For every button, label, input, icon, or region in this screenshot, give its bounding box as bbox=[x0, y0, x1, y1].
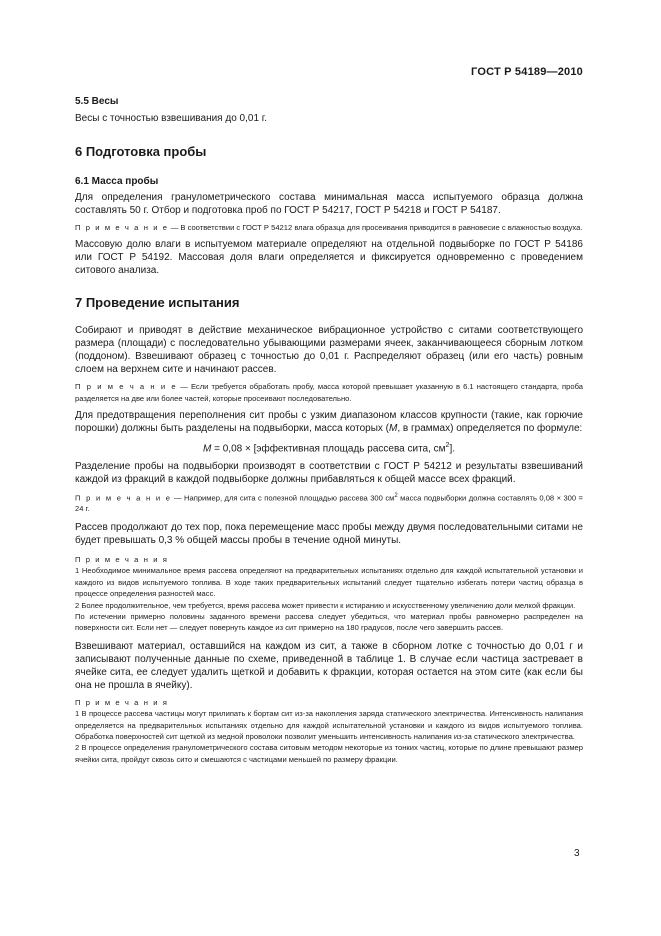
note-text: — Если требуется обработать пробу, масса которой превышает указанную в 6.1 настоящего стандарта, проба разделяется на две или более частей, которые просеивают последовательно. bbox=[75, 382, 583, 403]
section-7-notes-1-label: П р и м е ч а н и я bbox=[75, 554, 169, 564]
section-7-paragraph-5: Взвешивают материал, оставшийся на каждом из сит, а также в сборном лотке с точностью до 0,01 г и записывают полученные данные по схеме, приведенной в таблице 1. В случае если частица застревает в ячейке сита, ее следует удалить щеткой и добавить к фракции, которая остается на этом сите (как если бы она не прошла в ячейку). bbox=[75, 640, 583, 691]
page-number: 3 bbox=[574, 848, 580, 859]
page-content bbox=[75, 95, 583, 765]
note-label: П р и м е ч а н и е bbox=[75, 223, 169, 232]
section-7-notes-2-label: П р и м е ч а н и я bbox=[75, 697, 169, 707]
section-7-heading: 7 Проведение испытания bbox=[75, 295, 240, 311]
section-7-paragraph-3: Разделение пробы на подвыборки производят в соответствии с ГОСТ Р 54212 и результаты взвешиваний каждой из фракций в каждой подвыборке должны прибавляться к общей массе всех фракций. bbox=[75, 460, 583, 485]
section-7-paragraph-1: Собирают и приводят в действие механическое вибрационное устройство с ситами соответствующего размера (площади) с последовательно убывающими размерами ячеек, заканчивающееся сборным лотком (поддоном). Взвешивают образец с точностью до 0,01 г. Распределяют образец (или его часть) ровным слоем на верхнем сите и начинают рассев. bbox=[75, 325, 583, 376]
note-text: — В соответствии с ГОСТ Р 54212 влага образца для просеивания приводится в равновесие с влажностью воздуха. bbox=[168, 223, 583, 232]
document-code-header: ГОСТ Р 54189—2010 bbox=[471, 66, 583, 78]
section-6-1-paragraph-2: Массовую долю влаги в испытуемом материале определяют на отдельной подвыборке по ГОСТ Р 54186 или ГОСТ Р 54192. Массовая доля влаги определяется и фиксируется одновременно с проведением ситового анализа. bbox=[75, 239, 583, 277]
section-7-notes-1-item-3: По истечении примерно половины заданного времени рассева следует убедиться, что материал пробы равномерно распределен на поверхности сит. Если нет — следует повернуть каждое из сит примерно на 180 градусов, после чего завершить рассев. bbox=[75, 611, 583, 633]
section-7-note-2: П р и м е ч а н и е — Например, для сита с полезной площадью рассева 300 $см^2$ масса подвыборки должна составлять 0,08 × 300 = 24 г. bbox=[75, 492, 583, 514]
note-label: П р и м е ч а н и е bbox=[75, 493, 172, 503]
section-6-1-note bbox=[75, 222, 583, 233]
section-7-notes-1-item-1: 1 Необходимое минимальное время рассева определяют на предварительных испытаниях отдельно для каждой испытательной установки и каждого из видов испытуемого топлива. В ходе таких предварительных испытаний следует тщательно избегать потери частиц образца в процессе определения разностей масс. bbox=[75, 566, 583, 599]
section-7-note-1 bbox=[75, 381, 583, 404]
mass-formula: M = 0,08 × [эффективная площадь рассева сита, $см^2$]. bbox=[202, 442, 456, 455]
section-7-paragraph-4: Рассев продолжают до тех пор, пока перемещение масс пробы между двумя последовательными ситами не будет превышать 0,3 % общей массы пробы в течение одной минуты. bbox=[75, 521, 583, 546]
section-6-heading: 6 Подготовка пробы bbox=[75, 144, 207, 159]
section-7-notes-2-item-1: 1 В процессе рассева частицы могут прилипать к бортам сит из-за накопления заряда статического электричества. Интенсивность налипания определяется на предварительных испытаниях отдельно для каждой испытательной установки и каждого из видов испытуемого топлива. Обработка поверхностей сит щеткой из медной проволоки позволит уменьшить интенсивность налипания из-за статического электричества. bbox=[75, 709, 583, 741]
section-7-paragraph-2: Для предотвращения переполнения сит пробы с узким диапазоном классов крупности (такие, как горючие порошки) должны быть разделены на подвыборки, масса которых (M, в граммах) определяется по формуле: bbox=[75, 410, 583, 435]
section-5-5-text: Весы с точностью взвешивания до 0,01 г. bbox=[75, 113, 267, 124]
section-7-notes-1-item-2: 2 Более продолжительное, чем требуется, время рассева может привести к истиранию и искусственному увеличению доли мелкой фракции. bbox=[75, 600, 576, 610]
section-6-1-heading: 6.1 Масса пробы bbox=[75, 176, 159, 187]
section-7-notes-2-item-2: 2 В процессе определения гранулометрического состава ситовым методом некоторые из тонких частиц, которые по длине превышают размер ячейки сита, пройдут сквозь сито и смешаются с частицами меньшей по размеру фракции. bbox=[75, 743, 583, 764]
section-5-5-heading: 5.5 Весы bbox=[75, 96, 119, 107]
note-label: П р и м е ч а н и е bbox=[75, 382, 178, 392]
section-6-1-paragraph-1: Для определения гранулометрического состава минимальная масса испытуемого образца должна составлять 50 г. Отбор и подготовка проб по ГОСТ Р 54217, ГОСТ Р 54218 и ГОСТ Р 54187. bbox=[75, 192, 583, 216]
